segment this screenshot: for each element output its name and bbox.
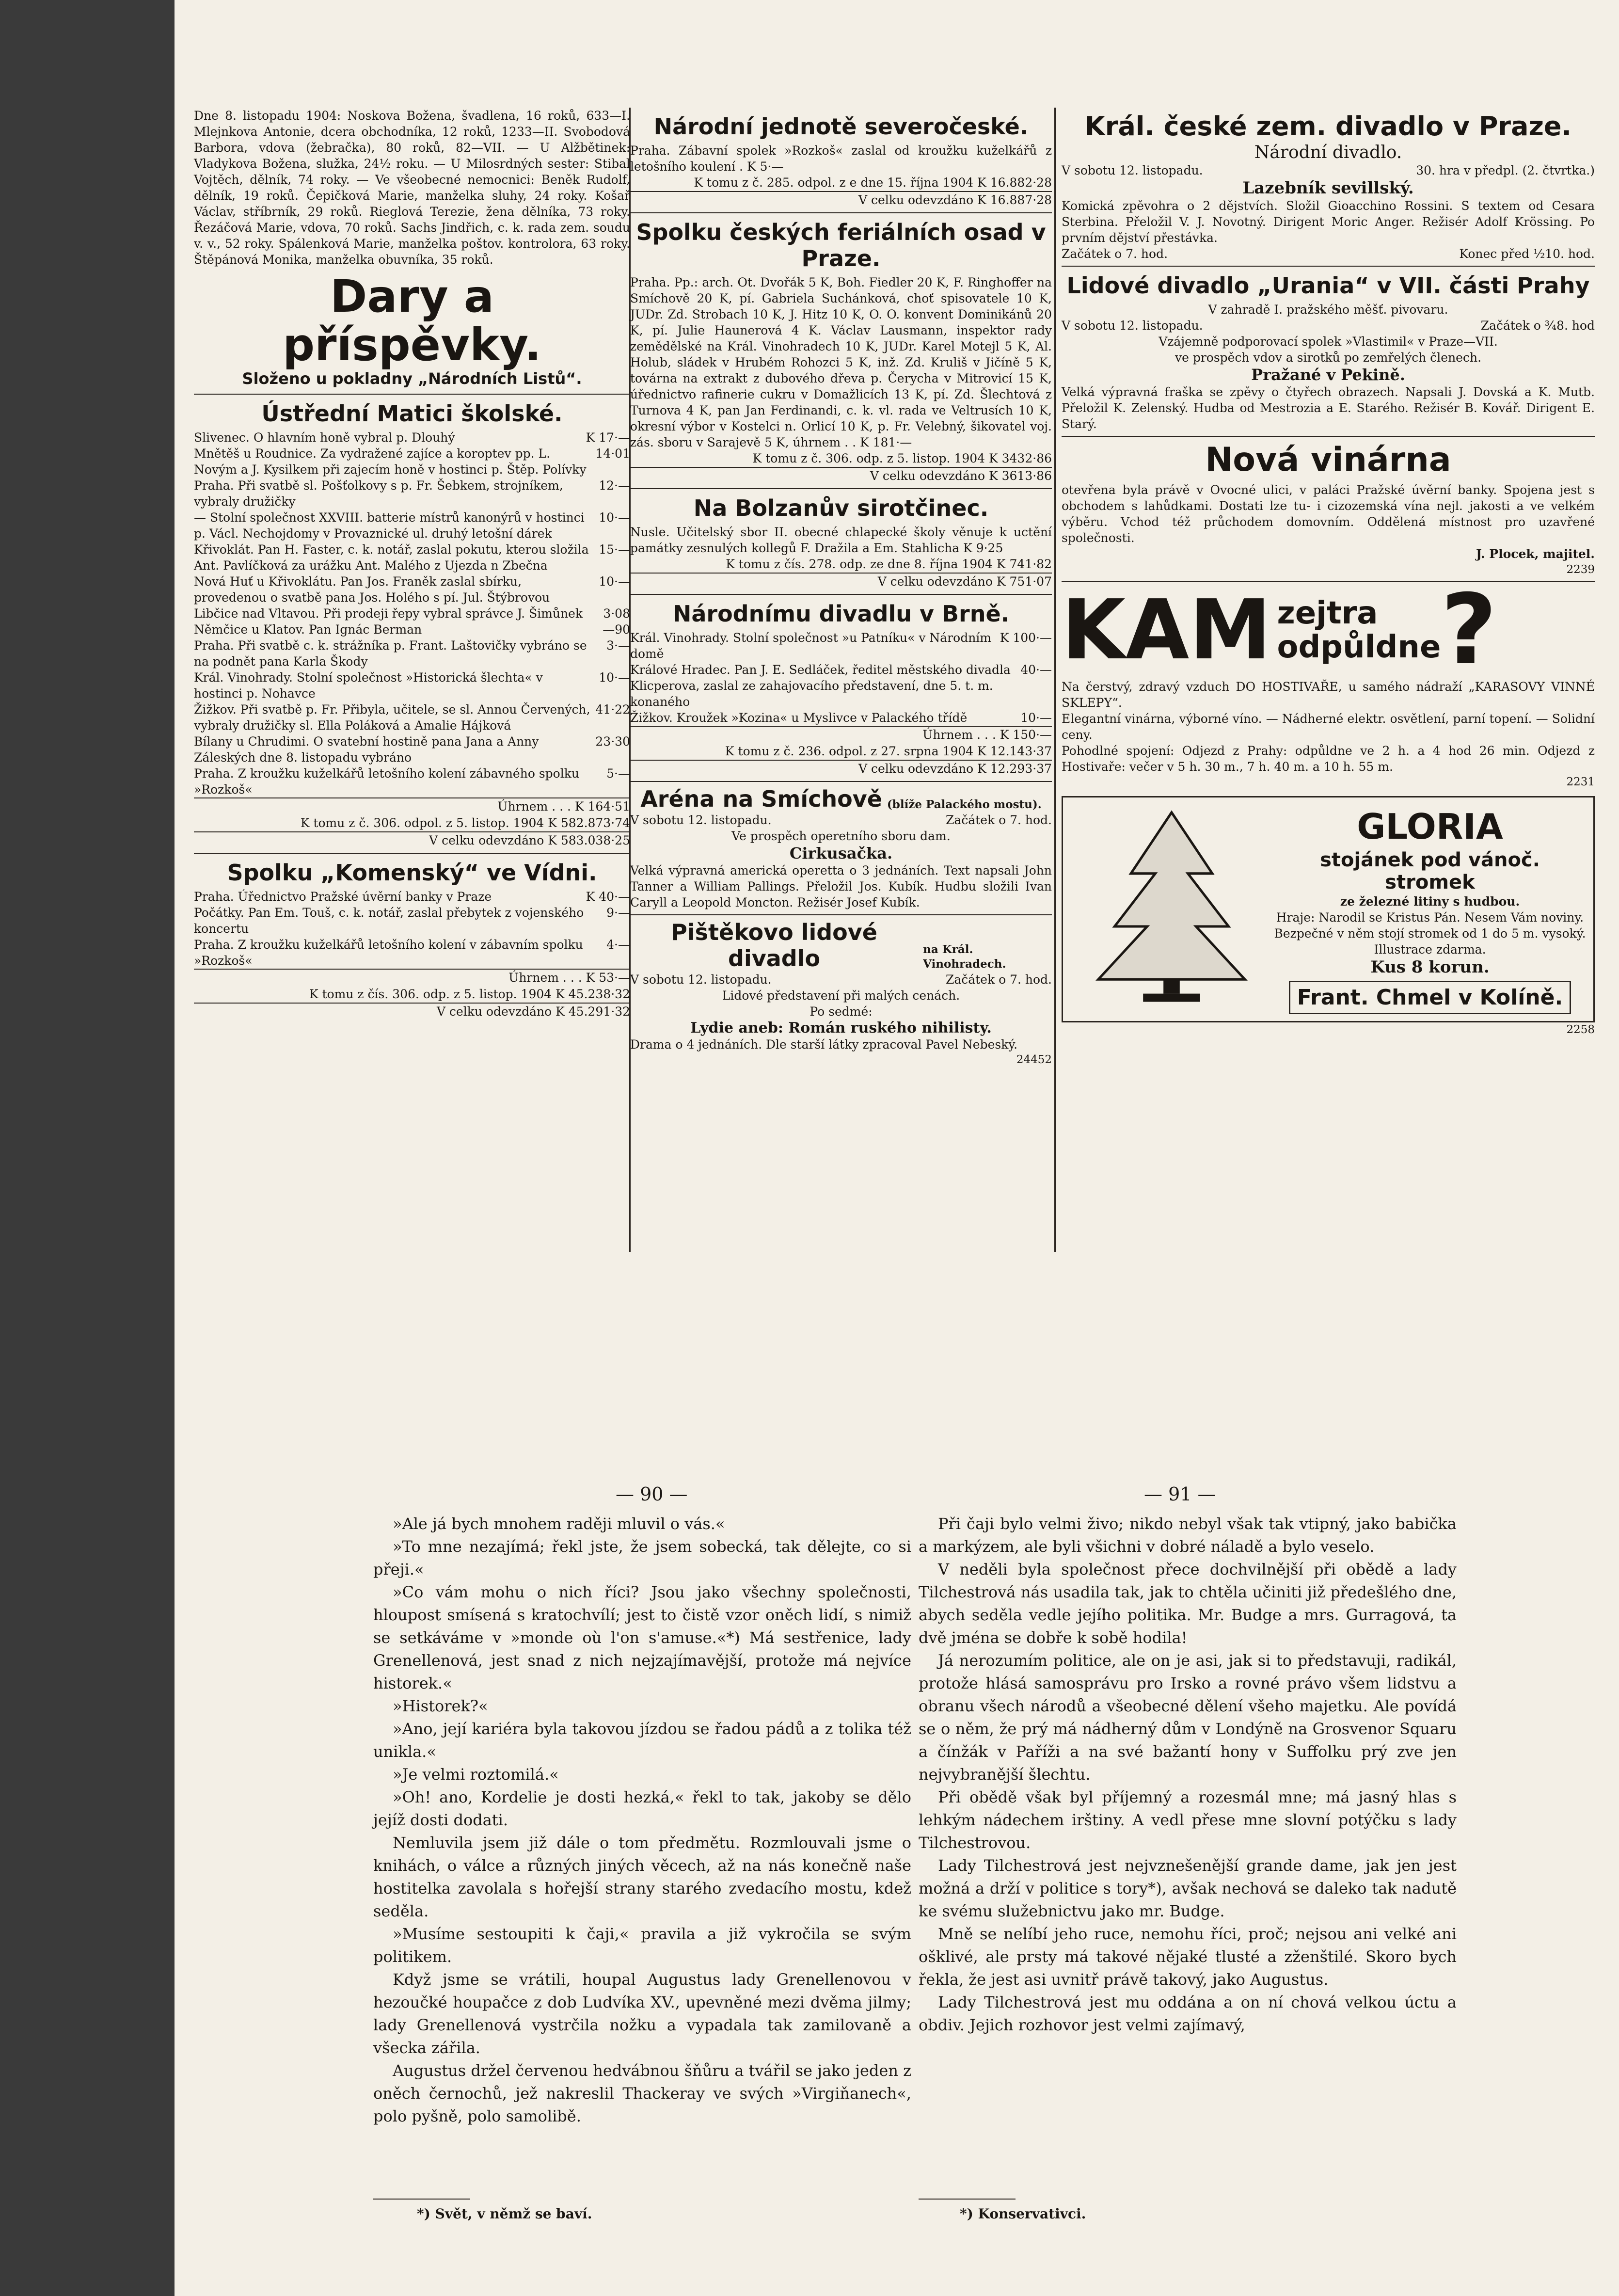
carried-total: K tomu z čís. 278. odp. ze dne 8. října 1904 K 741·82 — [726, 557, 1052, 571]
kral-date-row — [1062, 162, 1595, 178]
donation-row — [194, 430, 630, 446]
kral-time-row — [1062, 246, 1595, 262]
gloria-sub-1: stojánek pod vánoč. stromek — [1320, 849, 1540, 893]
arena-header — [630, 786, 1052, 812]
grand-total: V celku odevzdáno K 583.038·25 — [194, 831, 630, 849]
paragraph: »To mne nezajímá; řekl jste, že jsem sobecká, tak dělejte, co si přeji.« — [373, 1537, 911, 1578]
divider — [194, 853, 630, 854]
divider — [630, 914, 1052, 915]
donation-amount: 5·— — [606, 766, 630, 781]
matice-list — [194, 430, 630, 797]
kral-start: Začátek o 7. hod. — [1062, 247, 1168, 261]
donation-amount: 23·30 — [595, 734, 630, 749]
kral-heading: Král. české zem. divadlo v Praze. — [1084, 111, 1572, 142]
grand-total: V celku odevzdáno K 751·07 — [630, 573, 1052, 590]
donation-text: Křivoklát. Pan H. Faster, c. k. notář, zaslal pokutu, kterou složila Ant. Pavlíčková za urážku Ant. Malého z Ujezda n Zbečna — [194, 542, 589, 573]
column-rule — [1054, 108, 1056, 1252]
grand-total: V celku odevzdáno K 45.291·32 — [194, 1003, 630, 1020]
donation-row — [194, 905, 630, 937]
donation-row — [194, 510, 630, 542]
dary-subheading: Složeno u pokladny „Národních Listů“. — [242, 369, 582, 388]
donation-row — [194, 574, 630, 606]
urania-play: Pražané v Pekině. — [1251, 366, 1405, 384]
donation-text: Praha. Úřednictvo Pražské úvěrní banky v Praze — [194, 890, 492, 904]
komensky-heading: Spolku „Komenský“ ve Vídni. — [227, 860, 597, 886]
carried-total: K tomu z č. 236. odpol. z 27. srpna 1904 K 12.143·37 — [725, 744, 1052, 758]
vinarna-text: otevřena byla právě v Ovocné ulici, v paláci Pražské úvěrní banky. Spojena jest s obchodem s lahůdkami. Dostati lze tu- i cizozemská vína nejl. jakosti a ve velkém výběru. Vchod též průchodem domovním. Oddělená místnost pro uzavřené společnosti. — [1062, 483, 1595, 545]
gloria-text: Hraje: Narodil se Kristus Pán. Nesem Vám noviny. Bezpečné v něm stojí stromek od 1 do 5 m. vysoký. Illustrace zdarma. — [1274, 910, 1586, 957]
donation-text: Žižkov. Při svatbě p. Fr. Přibyla, učitele, se sl. Annou Červených, vybraly družičky sl. Ella Poláková a Amalie Hájková — [194, 702, 590, 733]
donation-amount: 3·— — [606, 638, 630, 653]
donation-row — [194, 542, 630, 574]
divider — [194, 394, 630, 395]
footnote-rule — [373, 2199, 470, 2200]
donation-row — [194, 670, 630, 702]
pist-play: Lydie aneb: Román ruského nihilisty. — [690, 1020, 992, 1036]
arena-date: V sobotu 12. listopadu. — [630, 813, 772, 827]
subtotal: Úhrnem . . . K 53·— — [194, 969, 630, 986]
donation-amount: 10·— — [599, 510, 630, 525]
pist-sedme: Po sedmé: — [810, 1004, 873, 1019]
donation-text: Počátky. Pan Em. Touš, c. k. notář, zaslal přebytek z vojenského koncertu — [194, 906, 584, 936]
donation-text: Slivenec. O hlavním honě vybral p. Dlouhý — [194, 430, 455, 445]
donation-amount: —90 — [603, 622, 630, 637]
urania-subheading: V zahradě I. pražského měšť. pivovaru. — [1208, 303, 1448, 317]
ad-number: 2239 — [1566, 563, 1595, 576]
hostivar-text-1: Na čerstvý, zdravý vzduch DO HOSTIVAŘE, u samého nádraží „KARASOVY VINNÉ SKLEPY“. — [1062, 680, 1595, 710]
donation-amount: K 100·— — [1000, 631, 1052, 645]
footnote-right: *) Konservativci. — [960, 2206, 1086, 2222]
grand-total: V celku odevzdáno K 12.293·37 — [630, 760, 1052, 777]
gloria-text-block — [1273, 804, 1587, 1014]
kam-zejtra: zejtra — [1277, 595, 1378, 631]
kral-subheading: Národní divadlo. — [1254, 143, 1402, 162]
page-number-left: — 90 — — [616, 1483, 688, 1505]
gloria-price: Kus 8 korun. — [1370, 957, 1490, 977]
paragraph: »Musíme sestoupiti k čaji,« pravila a již vykročila se svým politikem. — [373, 1925, 911, 1966]
arena-start: Začátek o 7. hod. — [945, 813, 1052, 827]
donation-row — [194, 937, 630, 969]
footnote-left: *) Svět, v němž se baví. — [417, 2206, 592, 2222]
donation-text: Praha. Z kroužku kuželkářů letošního kolení v zábavním spolku »Rozkoš« — [194, 938, 583, 968]
paragraph: Lady Tilchestrová jest nejvznešenější grande dame, jak jen jest možná a drží v politice s tory*), avšak nechová se daleko tak nadutě ke svému služebnictvu jako mr. Budge. — [919, 1856, 1457, 1920]
matice-heading: Ústřední Matici školské. — [261, 400, 563, 427]
pist-text: Drama o 4 jednáních. Dle starší látky zpracoval Pavel Nebeský. — [630, 1037, 1018, 1052]
paragraph: Při obědě však byl příjemný a rozesmál mne; má jasný hlas s lehkým nádechem irštiny. A vedl přese mne slovní potýčku s lady Tilchestrovou. — [919, 1788, 1457, 1852]
donation-row — [194, 765, 630, 797]
donation-text: Král. Vinohrady. Stolní společnost »u Patníku« v Národním domě — [630, 631, 991, 661]
donation-amount: 4·— — [606, 938, 630, 952]
paragraph: V neděli byla společnost přece dochvilnější při obědě a lady Tilchestrová nás usadila tak, jak to chtěla učiniti již předešlého dne, abych seděla vedle jejího politika. Mr. Budge a mrs. Gurragová, ta dvě jména se dobře k sobě hodila! — [919, 1560, 1457, 1647]
page-number-right: — 91 — — [1144, 1483, 1216, 1505]
ad-number: 2258 — [1566, 1023, 1595, 1036]
paragraph: Lady Tilchestrová jest mu oddána a on ní chová velkou úctu a obdiv. Jejich rozhovor jest velmi zajímavý, — [919, 1993, 1457, 2034]
donation-amount: 15·— — [599, 542, 630, 557]
paragraph: Augustus držel červenou hedvábnou šňůru a tvářil se jako jeden z oněch černochů, jež nakreslil Thackeray ve svých »Virgiňanech«, polo pyšně, polo samolibě. — [373, 2061, 911, 2125]
grand-total: V celku odevzdáno K 3613·86 — [630, 467, 1052, 484]
bolzan-text: Nusle. Učitelský sbor II. obecné chlapecké školy věnuje k uctění památky zesnulých kollegů F. Dražila a Em. Stahlicha K 9·25 — [630, 525, 1052, 555]
carried-total: K tomu z č. 306. odpol. z 5. listop. 1904 K 582.873·74 — [300, 816, 630, 830]
divider — [1062, 266, 1595, 267]
donation-amount: 10·— — [599, 670, 630, 685]
christmas-tree-icon — [1070, 804, 1273, 1008]
ad-number: 24452 — [1016, 1053, 1052, 1066]
donation-row — [194, 606, 630, 622]
jednota-heading: Národní jednotě severočeské. — [653, 113, 1029, 140]
divider — [630, 212, 1052, 213]
kral-hra: 30. hra v předpl. (2. čtvrtka.) — [1416, 163, 1595, 177]
donation-row — [630, 630, 1052, 662]
urania-date-row — [1062, 318, 1595, 334]
donation-text: Praha. Při svatbě c. k. strážníka p. Frant. Laštovičky vybráno se na podnět pana Karla Škody — [194, 638, 587, 669]
paragraph: Když jsme se vrátili, houpal Augustus lady Grenellenovou v hezoučké houpačce z dob Ludvíka XV., upevněné mezi dvěma jilmy; lady Grenellenová vystrčila nožku a vypadala tak zamilovaně a všecka zářila. — [373, 1970, 911, 2057]
arena-note: (blíže Palackého mostu). — [887, 798, 1042, 811]
donation-text: Mnětěš u Roudnice. Za vydražené zajíce a koroptev pp. L. Novým a J. Kysilkem při zajecím honě v hostinci p. Štěp. Polívky — [194, 446, 587, 477]
divider — [1062, 436, 1595, 437]
ferial-text: Praha. Pp.: arch. Ot. Dvořák 5 K, Boh. Fiedler 20 K, F. Ringhoffer na Smíchově 20 K, pí. Gabriela Suchánková, choť spisovatele 10 K, JUDr. Zd. Strobach 10 K, J. Hitz 10 K, O. O. konvent Dominikánů 20 K, pí. Julie Haunerová 4 K. Václav Lausmann, inspektor rady zemědělské na Král. Vinohradech 10 K, JUDr. Karel Motejl 5 K, Al. Holub, sládek v Hrubém Rohozci 5 K, inž. Zd. Kruliš v Jičíně 5 K, továrna na extrakt z dubového dřeva p. Čerycha v Mitrovicí 15 K, úřednictvo rafinerie cukru v Domažlicích 13 K, pí. Zd. Šlechtová z Turnova 4 K, pan Jan Ferdinandi, c. k. vl. rada ve Veltrusích 10 K, okresní výbor v Kostelci n. Orlicí 10 K, p. Fr. Velebný, šikovatel voj. zás. sboru v Sarajevě 5 K, úhrnem . . K 181·— — [630, 275, 1052, 449]
pist-header — [630, 919, 1052, 972]
divider — [1062, 581, 1595, 582]
kam-ad-heading — [1062, 574, 1595, 686]
urania-heading: Lidové divadlo „Urania“ v VII. části Prahy — [1066, 272, 1590, 299]
death-notices: Dne 8. listopadu 1904: Noskova Božena, švadlena, 16 roků, 633—I. Mlejnkova Antonie, dcera obchodníka, 12 roků, 1233—II. Svobodová Barbora, vdova (žebračka), 80 roků, 82—VII. — U Alžbětinek: Vladykova Božena, služka, 24½ roku. — U Milosrdných sester: Stibal Vojtěch, dělník, 74 roky. — Ve všeobecné nemocnici: Beněk Rudolf, dělník, 19 roků. Čepičková Marie, manželka sluhy, 24 roky. Košař Václav, stříbrník, 29 roků. Rieglová Terezie, žena dělníka, 73 roky. Řezáčová Marie, vdova, 70 roků. Sachs Jindřich, c. k. rada zem. soudu v. v., 52 roky. Spálenková Marie, manželka poštov. kontrolora, 63 roky. Štěpánová Monika, manželka obuvníka, 35 roků. — [194, 109, 630, 267]
arena-play: Cirkusačka. — [789, 844, 893, 862]
kam-question-mark: ? — [1441, 574, 1497, 686]
column-3 — [1062, 108, 1595, 1037]
paragraph: »Ano, její kariéra byla takovou jízdou se řadou pádů a z tolika též unikla.« — [373, 1720, 911, 1761]
pist-date: V sobotu 12. listopadu. — [630, 973, 772, 987]
vinarna-owner: J. Plocek, majitel. — [1476, 547, 1595, 561]
subtotal: Úhrnem . . . K 164·51 — [194, 797, 630, 815]
donation-text: Králové Hradec. Pan J. E. Sedláček, ředitel městského divadla Klicperova, zaslal ze zahajovacího představení, dne 5. t. m. konaného — [630, 663, 1011, 709]
donation-amount: 10·— — [599, 574, 630, 589]
subtotal: Úhrnem . . . K 150·— — [630, 726, 1052, 743]
donation-amount: 10·— — [1020, 711, 1052, 725]
ferial-heading: Spolku českých feriálních osad v Praze. — [636, 219, 1046, 271]
donation-text: Bílany u Chrudimi. O svatební hostině pana Jana a Anny Záleských dne 8. listopadu vybráno — [194, 734, 539, 765]
donation-amount: 14·01 — [595, 446, 630, 461]
bolzan-heading: Na Bolzanův sirotčinec. — [693, 495, 989, 521]
donation-text: Král. Vinohrady. Stolní společnost »Historická šlechta« v hostinci p. Nohavce — [194, 670, 543, 701]
donation-amount: 9·— — [606, 906, 630, 920]
column-2 — [630, 108, 1052, 1067]
donation-amount: 41·22 — [595, 702, 630, 717]
column-1 — [194, 108, 630, 1020]
book-pages — [175, 1309, 1619, 2296]
donation-amount: 3·08 — [603, 606, 630, 621]
pist-benefit: Lidové představení při malých cenách. — [722, 989, 960, 1003]
top-page-91 — [175, 0, 1619, 1309]
donation-row — [194, 733, 630, 765]
urania-date: V sobotu 12. listopadu. — [1062, 319, 1203, 333]
donation-text: Libčice nad Vltavou. Při prodeji řepy vybral správce J. Šimůnek — [194, 606, 583, 621]
urania-text-1: Vzájemně podporovací spolek »Vlastimil« v Praze—VII. — [1159, 335, 1498, 349]
carried-total: K tomu z č. 285. odpol. z e dne 15. října 1904 K 16.882·28 — [694, 175, 1052, 190]
donation-row — [194, 702, 630, 733]
carried-total: K tomu z čís. 306. odp. z 5. listop. 1904 K 45.238·32 — [309, 987, 630, 1001]
kam-word: KAM — [1062, 582, 1271, 678]
divider — [630, 781, 1052, 782]
paragraph: »Oh! ano, Kordelie je dosti hezká,« řekl to tak, jakoby se dělo jejíž dosti dodati. — [373, 1788, 911, 1829]
vinarna-heading: Nová vinárna — [1205, 441, 1451, 479]
brno-heading: Národnímu divadlu v Brně. — [672, 601, 1010, 627]
pist-date-row — [630, 972, 1052, 988]
donation-amount: K 17·— — [586, 430, 630, 445]
paragraph: Při čaji bylo velmi živo; nikdo nebyl však tak vtipný, jako babička a markýzem, ale byli všichni v dobré náladě a bylo veselo. — [919, 1515, 1457, 1556]
donation-row — [630, 662, 1052, 710]
paragraph: »Je velmi roztomilá.« — [393, 1765, 559, 1784]
jednota-text: Praha. Zábavní spolek »Rozkoš« zaslal od kroužku kuželkářů z letošního koulení . K 5·— — [630, 144, 1052, 174]
gloria-sub-2: ze železné litiny s hudbou. — [1340, 894, 1520, 909]
donation-text: Němčice u Klatov. Pan Ignác Berman — [194, 622, 422, 637]
donation-text: Žižkov. Kroužek »Kozina« u Myslivce v Palackého třídě — [630, 711, 968, 725]
arena-date-row — [630, 812, 1052, 828]
kral-end: Konec před ½10. hod. — [1459, 247, 1595, 261]
donation-row — [194, 478, 630, 510]
donation-amount: 12·— — [599, 478, 630, 493]
donation-row — [194, 638, 630, 670]
kam-odpuldne: odpůldne — [1277, 629, 1441, 665]
gloria-ad — [1062, 796, 1595, 1022]
donation-text: — Stolní společnost XXVIII. batterie místrů kanonýrů v hostinci p. Václ. Nechojdomy v Provaznické ul. druhý letošní dárek — [194, 510, 585, 541]
donation-row — [194, 622, 630, 638]
pist-note: na Král. Vinohradech. — [923, 943, 1006, 971]
donation-text: Nová Huť u Křivoklátu. Pan Jos. Franěk zaslal sbírku, provedenou o svatbě pana Jos. Holého s pí. Jul. Štýbrovou — [194, 574, 550, 605]
paragraph: Mně se nelíbí jeho ruce, nemohu říci, proč; nejsou ani velké ani ošklivé, ale prsty má takové nějaké tlusté a zženštilé. Skoro bych řekla, že jest asi uvnitř právě takový, jako Augustus. — [919, 1925, 1457, 1989]
pist-heading: Pištěkovo lidové divadlo — [671, 919, 877, 972]
left-book-page — [373, 1513, 911, 2128]
donation-row — [630, 710, 1052, 726]
footnote-rule — [919, 2199, 1016, 2200]
donation-row — [194, 446, 630, 478]
kral-text: Komická zpěvohra o 2 dějstvích. Složil Gioacchino Rossini. S textem od Cesara Sterbina. Přeložil V. J. Novotný. Dirigent Moric Anger. Režisér Adolf Krössing. Po prvním dějství přestávka. — [1062, 199, 1595, 245]
kral-play: Lazebník sevillský. — [1242, 178, 1414, 198]
divider — [630, 594, 1052, 595]
grand-total: V celku odevzdáno K 16.887·28 — [630, 191, 1052, 208]
donation-row — [194, 889, 630, 905]
arena-text: Velká výpravná americká operetta o 3 jednáních. Text napsali John Tanner a William Pallings. Přeložil Jos. Kubík. Hudbu složili Ivan Caryll a Leopold Moncton. Režisér Josef Kubík. — [630, 863, 1052, 909]
right-book-page — [919, 1513, 1457, 2037]
ad-number: 2231 — [1566, 776, 1595, 788]
pist-start: Začátek o 7. hod. — [945, 973, 1052, 987]
carried-total: K tomu z č. 306. odp. z 5. listop. 1904 K 3432·86 — [752, 451, 1052, 465]
arena-heading: Aréna na Smíchově — [640, 786, 882, 812]
paragraph: »Historek?« — [393, 1697, 488, 1715]
urania-text-2: ve prospěch vdov a sirotků po zemřelých členech. — [1175, 351, 1482, 365]
newspaper-page — [175, 0, 1619, 2296]
divider — [630, 488, 1052, 489]
hostivar-text-2: Elegantní vinárna, výborné víno. — Nádherné elektr. osvětlení, parní topení. — Solidní ceny. — [1062, 712, 1595, 742]
gloria-firm: Frant. Chmel v Kolíně. — [1289, 981, 1571, 1014]
paragraph: »Ale já bych mnohem raději mluvil o vás.« — [393, 1515, 725, 1533]
arena-benefit: Ve prospěch operetního sboru dam. — [731, 829, 951, 843]
gloria-title: GLORIA — [1357, 806, 1503, 847]
donation-text: Praha. Z kroužku kuželkářů letošního kolení zábavného spolku »Rozkoš« — [194, 766, 579, 797]
donation-text: Praha. Při svatbě sl. Pošťolkovy s p. Fr. Šebkem, strojníkem, vybraly družičky — [194, 478, 563, 509]
donation-amount: K 40·— — [586, 890, 630, 904]
paragraph: Já nerozumím politice, ale on je asi, jak si to představuji, radikál, protože hlásá samosprávu pro Irsko a rovné právo všem lidstvu a obranu všech národů a všeobecné dělení všeho majetku. Ale povídá se o něm, že prý má nádherný dům v Londýně na Grosvenor Squaru a čínžák v Paříži a na své bažantí hony v Suffolku prý zve jen nejvybranější šlechtu. — [919, 1651, 1457, 1784]
paragraph: »Co vám mohu o nich říci? Jsou jako všechny společnosti, hloupost smísená s kratochvílí; jest to čistě vzor oněch lidí, s nimiž se setkáváme v »monde où l'on s'amuse.«*) Má sestřenice, lady Grenellenová, jest snad z nich nejzajímavější, protože má nejvíce historek.« — [373, 1583, 911, 1692]
donation-amount: 40·— — [1020, 663, 1052, 677]
hostivar-text-3: Pohodlné spojení: Odjezd z Prahy: odpůldne ve 2 h. a 4 hod 26 min. Odjezd z Hostivaře: večer v 5 h. 30 m., 7 h. 40 m. a 10 h. 55 m. — [1062, 744, 1595, 774]
dary-heading: Dary a příspěvky. — [283, 271, 541, 371]
paragraph: Nemluvila jsem již dále o tom předmětu. Rozmlouvali jsme o knihách, o válce a různých jiných věcech, až na nás konečně naše hostitelka zavolala s hořejší strany starého zvedacího mostu, kdež seděla. — [373, 1834, 911, 1920]
urania-start: Začátek o ¾8. hod — [1480, 319, 1595, 333]
urania-text-3: Velká výpravná fraška se zpěvy o čtyřech obrazech. Napsali J. Dovská a K. Mutb. Přeložil K. Zelenský. Hudba od Mestrozia a E. Starého. Režisér B. Kovář. Dirigent E. Starý. — [1062, 385, 1595, 431]
kral-date: V sobotu 12. listopadu. — [1062, 163, 1203, 177]
